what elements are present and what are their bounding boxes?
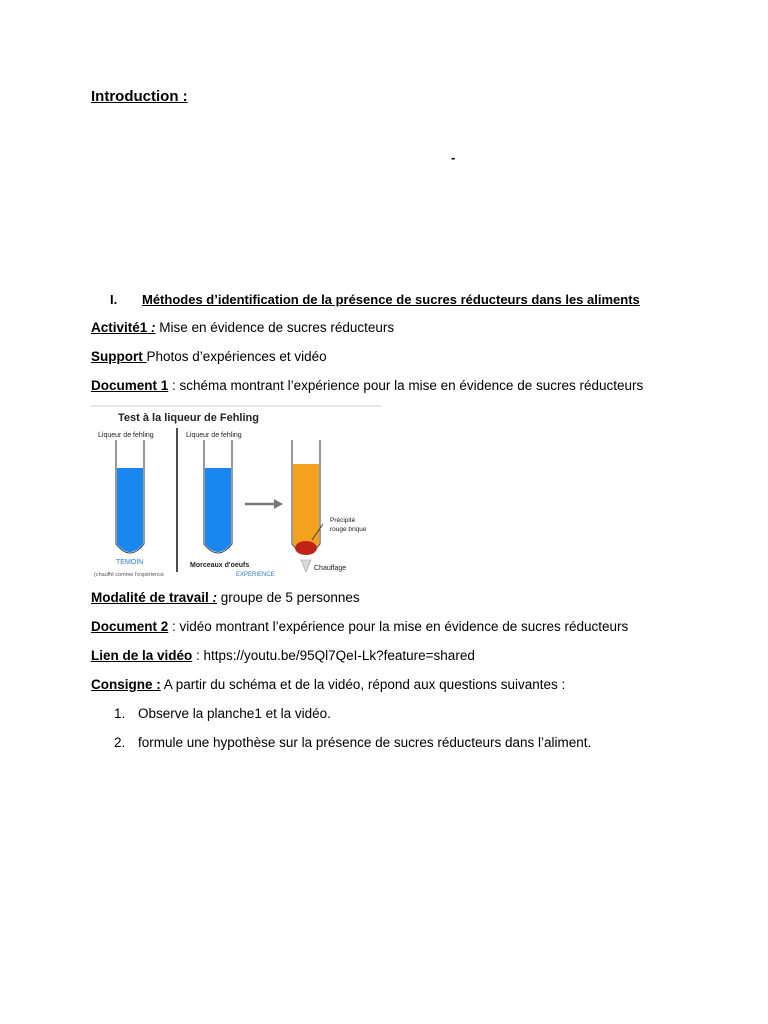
activite-colon: : [147,320,156,335]
dash-mark: - [451,150,456,165]
process-arrowhead [274,499,283,509]
modalite-colon: : [208,590,218,605]
label-precipite-1: Précipité [330,517,356,524]
lien-line [91,648,475,663]
document1-label: Document 1 [91,378,169,393]
consigne-label: Consigne : [91,677,161,692]
consigne-text: A partir du schéma et de la vidéo, répond aux questions suivantes : [160,677,566,692]
modalite-line [91,590,360,605]
intro-heading: Introduction : [91,88,188,105]
modalite-text: groupe de 5 personnes [217,590,360,605]
label-temoin: TEMOIN [116,559,144,566]
label-temoin-note: (chauffé comme l'expérience [94,572,165,578]
activite-label: Activité1 [91,320,148,335]
figure-title: Test à la liqueur de Fehling [118,412,259,424]
modalite-label: Modalité de travail [91,590,209,605]
label-precipite-2: rouge brique [330,526,367,533]
tube-experience-liquid [205,468,231,552]
label-experience: EXPERIENCE [236,572,275,578]
lien-label: Lien de la vidéo [91,648,193,663]
question-number: 2. [114,735,126,750]
section-title: Méthodes d’identification de la présence de sucres réducteurs dans les aliments [142,292,640,307]
document2-label: Document 2 [91,619,169,634]
label-morceaux: Morceaux d'oeufs [190,562,250,569]
tube-heated-liquid [293,464,319,552]
fehling-test-figure [90,404,382,580]
document2-line [91,619,628,634]
question-item [114,706,591,721]
lien-url[interactable]: : https://youtu.be/95Ql7QeI-Lk?feature=shared [192,648,475,663]
question-text: formule une hypothèse sur la présence de sucres réducteurs dans l’aliment. [138,735,592,750]
document2-text: : vidéo montrant l’expérience pour la mise en évidence de sucres réducteurs [168,619,629,634]
activite-line [91,320,394,335]
question-number: 1. [114,706,126,721]
question-item [114,735,591,750]
tube-temoin-liquid [117,468,143,552]
consigne-line [91,677,565,692]
support-text: Photos d’expériences et vidéo [146,349,327,364]
document1-text: : schéma montrant l’expérience pour la mise en évidence de sucres réducteurs [168,378,644,393]
support-line [91,349,327,364]
section-number: I. [110,292,118,307]
label-liqueur-left: Liqueur de fehling [98,432,154,439]
label-chauffage: Chauffage [314,565,347,572]
label-liqueur-mid: Liqueur de fehling [186,432,242,439]
activite-text: Mise en évidence de sucres réducteurs [155,320,395,335]
support-label: Support [91,349,147,364]
questions-list [114,706,591,750]
document1-line [91,378,643,393]
precipitate [295,541,317,555]
burner [301,560,311,572]
question-text: Observe la planche1 et la vidéo. [138,706,331,721]
